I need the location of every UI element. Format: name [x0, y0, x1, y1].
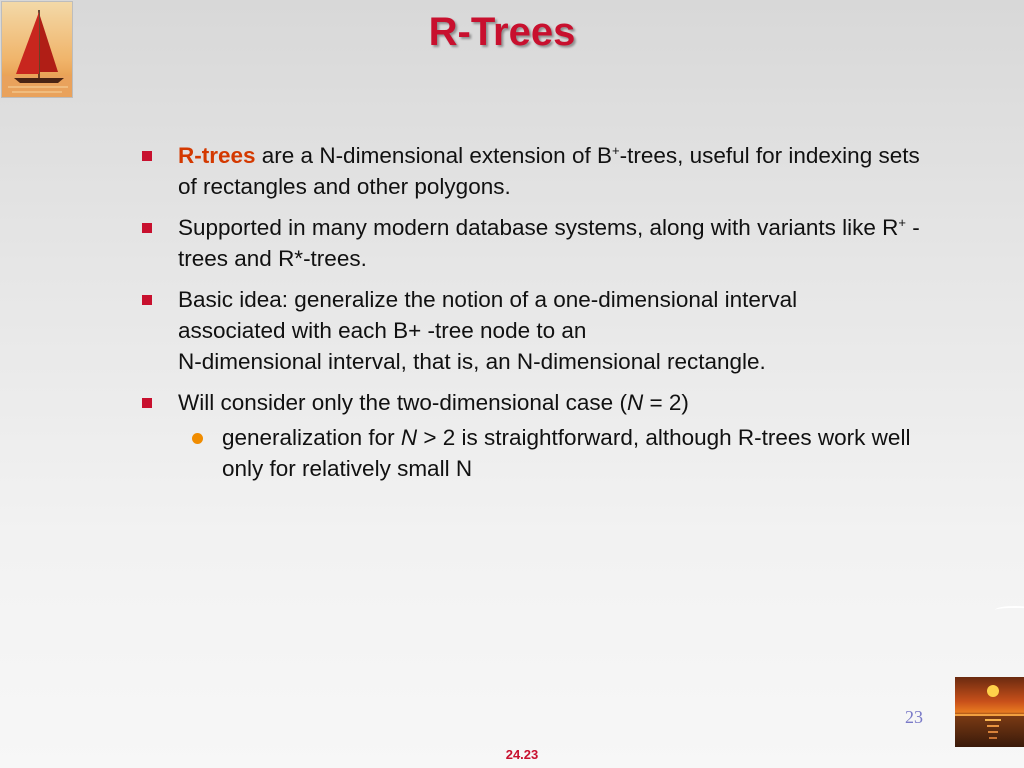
- bullet-text: Basic idea: generalize the notion of a one-dimensional interval associated with each B+ -tree node to an: [178, 287, 798, 343]
- bullet-item: [140, 212, 940, 274]
- decorative-swoosh: [995, 606, 1024, 614]
- square-bullet-icon: [142, 398, 152, 408]
- slide-footer: 24.23: [505, 747, 539, 762]
- superscript: +: [898, 215, 906, 230]
- slide-title: R-Trees: [428, 10, 576, 54]
- round-bullet-icon: [192, 433, 203, 444]
- superscript: +: [611, 143, 620, 158]
- bullet-text: Supported in many modern database systems, along with variants like R: [178, 215, 899, 240]
- square-bullet-icon: [142, 151, 152, 161]
- page-number: 23: [905, 707, 923, 727]
- bullet-text: > 2 is straightforward, although R-trees work well only for relatively small N: [222, 425, 911, 481]
- bullet-item: [140, 387, 940, 418]
- bullet-text: = 2): [643, 390, 689, 415]
- bullet-text: generalization for: [222, 425, 401, 450]
- bullet-item: [140, 284, 940, 377]
- sub-bullet-item: [140, 422, 940, 484]
- variable-n: N: [400, 425, 418, 450]
- bullet-text: -trees and R*-trees.: [178, 215, 920, 271]
- bullet-text: N-dimensional interval, that is, an N-dimensional rectangle.: [178, 349, 766, 374]
- bullet-text: -trees, useful for indexing sets of rectangles and other polygons.: [178, 143, 920, 199]
- variable-n: N: [626, 390, 644, 415]
- square-bullet-icon: [142, 295, 152, 305]
- square-bullet-icon: [142, 223, 152, 233]
- slide-content: [140, 140, 940, 484]
- bullet-text: Will consider only the two-dimensional case (: [178, 390, 627, 415]
- bullet-item: [140, 140, 940, 202]
- highlighted-term: R-trees: [178, 143, 256, 168]
- bullet-text: are a N-dimensional extension of B: [255, 143, 612, 168]
- sunset-logo: [955, 677, 1024, 747]
